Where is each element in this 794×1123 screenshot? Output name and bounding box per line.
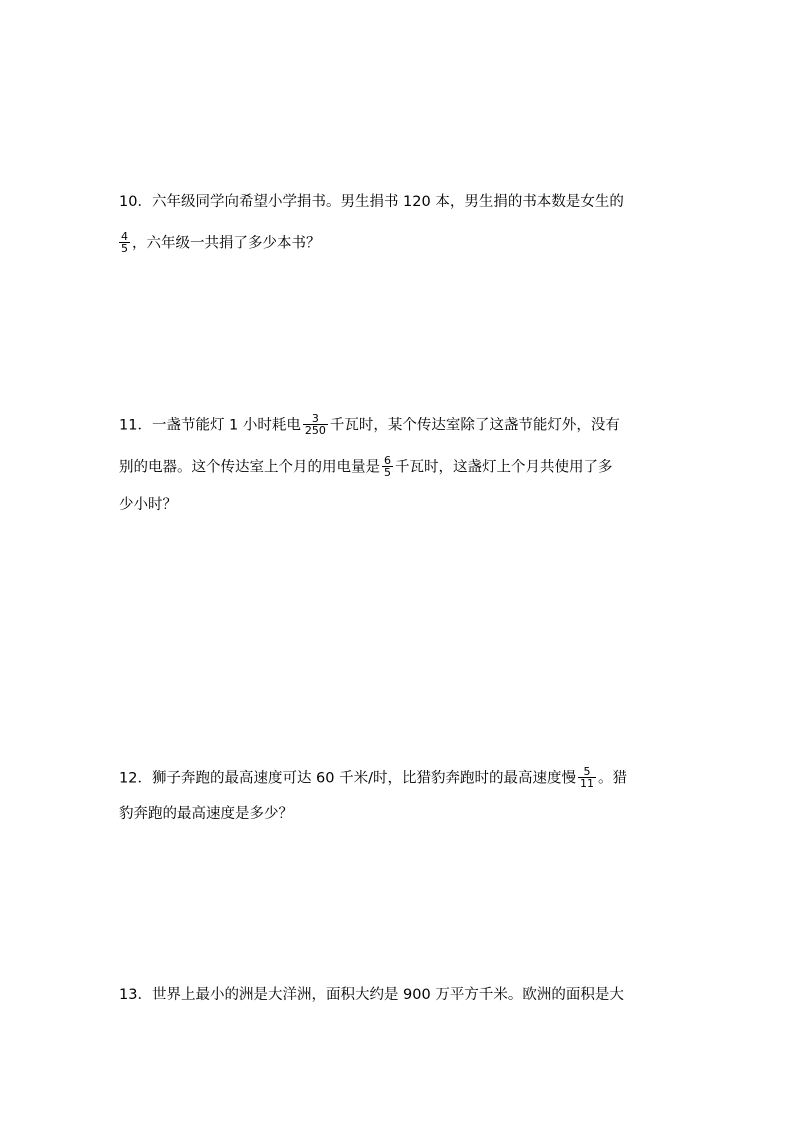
- fraction-numerator: 3: [311, 412, 319, 425]
- question-text: 世界上最小的洲是大洋洲，面积大约是 900 万平方千米。欧洲的面积是大: [151, 987, 624, 1003]
- fraction-numerator: 4: [121, 230, 128, 243]
- question-text: 别的电器。这个传达室上个月的用电量是: [119, 459, 380, 476]
- fraction-denominator: 5: [121, 242, 128, 255]
- question-text: 千瓦时，这盏灯上个月共使用了多: [395, 459, 613, 476]
- fraction-numerator: 6: [384, 454, 391, 467]
- fraction-numerator: 5: [583, 765, 591, 778]
- question-text: 六年级同学向希望小学捐书。男生捐书 120 本，男生捐的书本数是女生的: [151, 194, 624, 210]
- fraction-denominator: 5: [384, 466, 391, 479]
- question-number: 10．: [119, 194, 152, 210]
- fraction-denominator: 250: [304, 424, 326, 437]
- question-text: 少小时？: [119, 497, 177, 513]
- question-number: 11．: [119, 417, 152, 434]
- question-text: 狮子奔跑的最高速度可达 60 千米/时，比猎豹奔跑时的最高速度慢: [151, 770, 577, 787]
- question-text: 千瓦时，某个传达室除了这盏节能灯外，没有: [329, 417, 620, 434]
- question-13-line-1: [119, 984, 679, 1006]
- question-text: ，六年级一共捐了多少本书？: [132, 235, 321, 252]
- question-number: 13．: [119, 987, 152, 1003]
- question-text: 。猎: [598, 770, 628, 787]
- question-number: 12．: [119, 770, 152, 787]
- fraction-denominator: 11: [580, 777, 595, 790]
- question-text: 一盏节能灯 1 小时耗电: [151, 417, 301, 434]
- question-text: 豹奔跑的最高速度是多少？: [119, 806, 293, 822]
